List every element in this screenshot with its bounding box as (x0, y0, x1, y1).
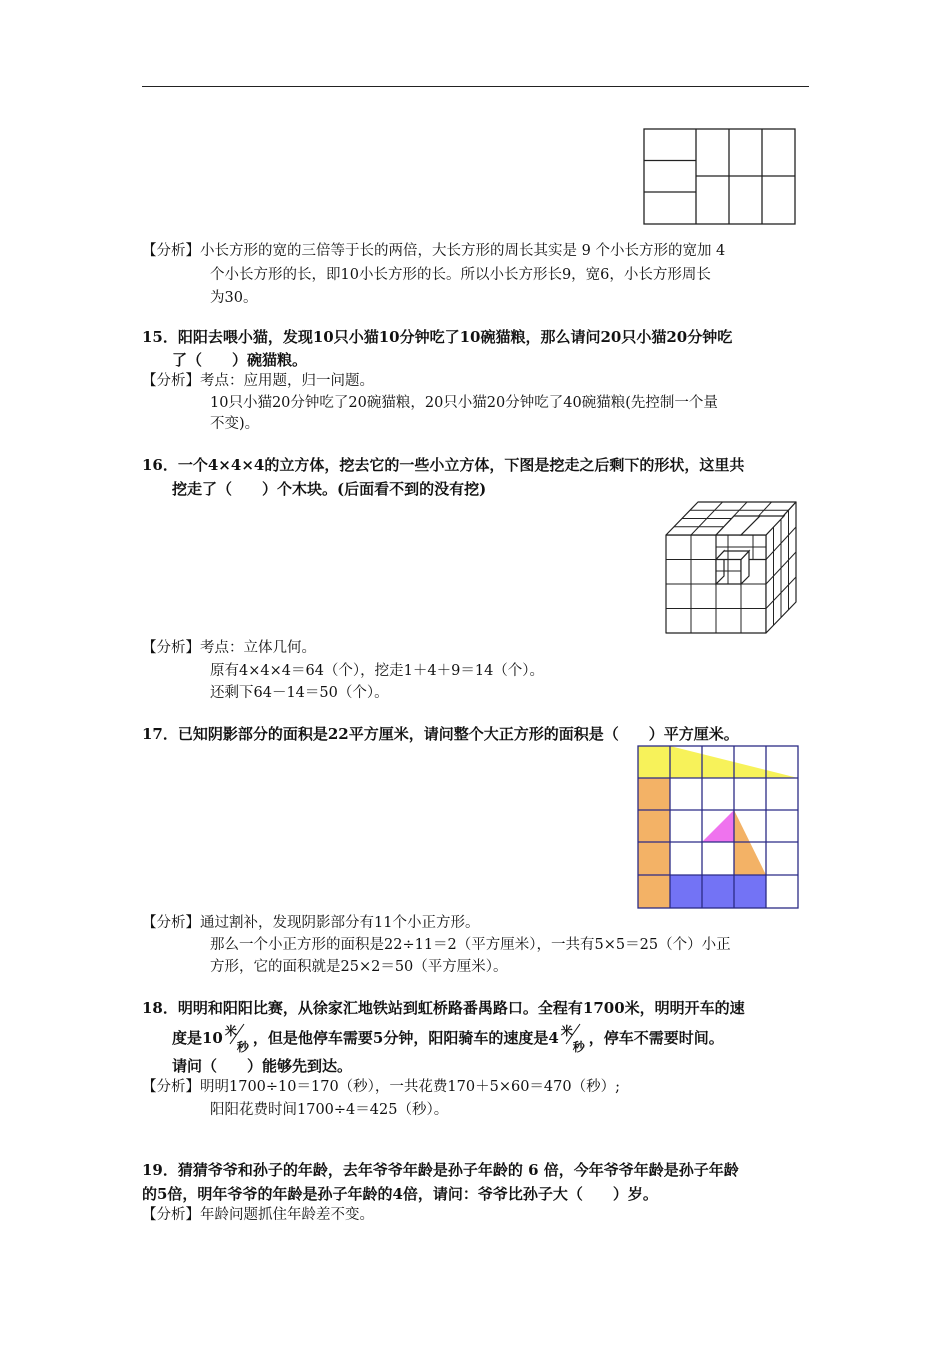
question-18-line2 (172, 1024, 724, 1054)
speed-text-2: ，但是他停车需要5分钟，阳阳骑车的速度是4 (252, 1029, 559, 1047)
analysis-tag: 【分析】 (142, 373, 200, 389)
analysis-text: 年龄问题抓住年龄差不变。 (200, 1207, 374, 1223)
orange-column (638, 778, 670, 908)
analysis-tag: 【分析】 (142, 243, 200, 259)
analysis-text: 考点：立体几何。 (200, 640, 316, 656)
cube-figure (664, 500, 798, 635)
analysis-16-line3: 还剩下64－14＝50（个）。 (210, 685, 389, 701)
analysis-18-line1 (142, 1076, 620, 1098)
analysis-tag: 【分析】 (142, 1207, 200, 1223)
magenta-triangle (702, 810, 734, 842)
yellow-cell (638, 746, 670, 778)
analysis-tag: 【分析】 (142, 1079, 200, 1095)
analysis-14-line2: 个小长方形的长，即10小长方形的长。所以小长方形长9，宽6，小长方形周长 (210, 267, 711, 283)
shaded-square-grid-figure (637, 745, 800, 910)
analysis-text: 明明1700÷10＝170（秒），一共花费170＋5×60＝470（秒）; (200, 1079, 620, 1095)
header-rule (142, 86, 809, 87)
analysis-16-line1 (142, 637, 316, 659)
analysis-15-line1 (142, 370, 374, 392)
analysis-17-line2: 那么一个小正方形的面积是22÷11＝2（平方厘米），一共有5×5＝25（个）小正 (210, 937, 731, 953)
question-19-line1: 19．猜猜爷爷和孙子的年龄，去年爷爷年龄是孙子年龄的 6 倍，今年爷爷年龄是孙子年龄 (142, 1161, 739, 1179)
analysis-18-line2: 阳阳花费时间1700÷4＝425（秒）。 (210, 1102, 449, 1118)
analysis-text: 考点：应用题，归一问题。 (200, 373, 374, 389)
unit-meter-per-second: 米 秒 (224, 1024, 249, 1054)
analysis-16-line2: 原有4×4×4＝64（个），挖走1＋4＋9＝14（个）。 (210, 663, 545, 679)
question-15-line2: 了（ ）碗猫粮。 (172, 351, 308, 369)
question-15-line1: 15．阳阳去喂小猫，发现10只小猫10分钟吃了10碗猫粮，那么请问20只小猫20分钟吃 (142, 328, 733, 346)
blue-strip (670, 875, 766, 908)
analysis-15-line3: 不变)。 (210, 416, 260, 432)
question-16-line1: 16．一个4×4×4的立方体，挖去它的一些小立方体，下图是挖走之后剩下的形状，这里共 (142, 456, 745, 474)
question-18-line3: 请问（ ）能够先到达。 (172, 1057, 353, 1075)
analysis-tag: 【分析】 (142, 640, 200, 656)
question-16-line2: 挖走了（ ）个木块。(后面看不到的没有挖) (172, 480, 487, 498)
analysis-15-line2: 10只小猫20分钟吃了20碗猫粮，20只小猫20分钟吃了40碗猫粮(先控制一个量 (210, 395, 718, 411)
question-18-line1: 18．明明和阳阳比赛，从徐家汇地铁站到虹桥路番禺路口。全程有1700米，明明开车的速 (142, 999, 745, 1017)
analysis-text: 通过割补，发现阴影部分有11个小正方形。 (200, 915, 480, 931)
speed-text-3: ，停车不需要时间。 (588, 1029, 724, 1047)
analysis-17-line3: 方形，它的面积就是25×2＝50（平方厘米）。 (210, 959, 508, 975)
analysis-19-line1 (142, 1204, 374, 1226)
question-17-line1: 17．已知阴影部分的面积是22平方厘米，请问整个大正方形的面积是（ ）平方厘米。 (142, 725, 739, 743)
rectangle-tiling-figure (643, 128, 797, 226)
analysis-14-line3: 为30。 (210, 290, 258, 306)
speed-text-1: 度是10 (172, 1029, 223, 1047)
analysis-14-line1 (142, 240, 725, 262)
question-19-line2: 的5倍，明年爷爷的年龄是孙子年龄的4倍，请问：爷爷比孙子大（ ）岁。 (142, 1185, 658, 1203)
analysis-tag: 【分析】 (142, 915, 200, 931)
analysis-text: 小长方形的宽的三倍等于长的两倍，大长方形的周长其实是 9 个小长方形的宽加 4 (200, 243, 726, 259)
analysis-17-line1 (142, 912, 479, 934)
unit-meter-per-second: 米 秒 (560, 1024, 585, 1054)
